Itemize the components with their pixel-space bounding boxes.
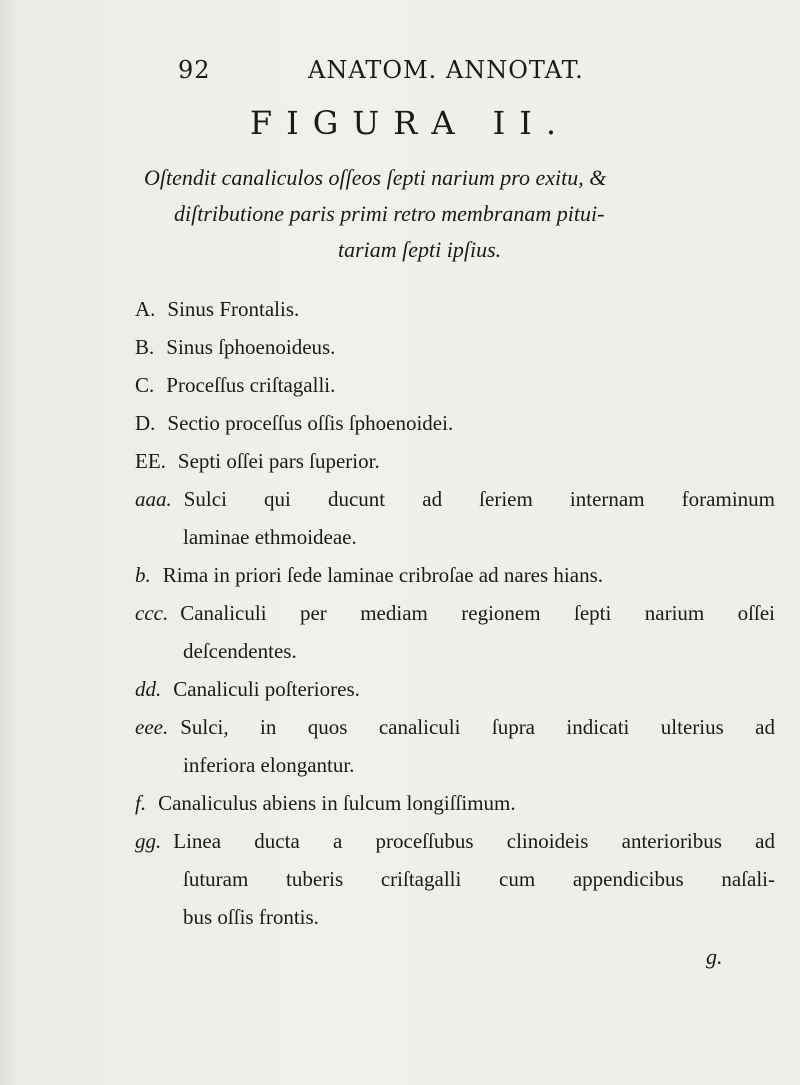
legend-entry xyxy=(135,822,775,936)
figure-title: FIGURA II. xyxy=(249,104,571,142)
legend-description: Canaliculi per mediam regionem ſepti narium oſſei xyxy=(180,601,775,625)
legend-key: ccc. xyxy=(135,601,169,625)
legend-description: Sulci qui ducunt ad ſeriem internam foraminum xyxy=(183,487,775,511)
legend-entry xyxy=(135,708,775,784)
legend-entry xyxy=(135,670,775,708)
legend-key: EE. xyxy=(135,449,166,473)
legend-entry xyxy=(135,594,775,670)
legend-entry xyxy=(135,366,775,404)
legend-entry xyxy=(135,328,775,366)
legend-key: C. xyxy=(135,373,155,397)
legend-entry xyxy=(135,556,775,594)
legend-description: Canaliculus abiens in ſulcum longiſſimum. xyxy=(158,791,516,815)
legend-key: A. xyxy=(135,297,156,321)
caption-line: tariam ſepti ipſius. xyxy=(338,237,502,262)
legend-entry xyxy=(135,404,775,442)
legend-key: aaa. xyxy=(135,487,172,511)
legend-description: Linea ducta a proceſſubus clinoideis anterioribus ad xyxy=(173,829,775,853)
legend-description: Sinus Frontalis. xyxy=(167,297,300,321)
running-head: ANATOM. ANNOTAT. xyxy=(308,56,584,84)
legend-description: Rima in priori ſede laminae cribroſae ad nares hians. xyxy=(162,563,604,587)
caption-line: Oſtendit canaliculos oſſeos ſepti narium pro exitu, & xyxy=(144,165,607,190)
legend-description: Sinus ſphoenoideus. xyxy=(166,335,336,359)
legend-entry xyxy=(135,442,775,480)
figure-legend xyxy=(135,290,775,936)
legend-key: dd. xyxy=(135,677,162,701)
legend-key: eee. xyxy=(135,715,169,739)
legend-description: Proceſſus criſtagalli. xyxy=(166,373,336,397)
legend-entry xyxy=(135,290,775,328)
legend-description: Sectio proceſſus oſſis ſphoenoidei. xyxy=(167,411,454,435)
legend-continuation: inferiora elongantur. xyxy=(183,753,355,777)
legend-key: B. xyxy=(135,335,155,359)
legend-description: Septi oſſei pars ſuperior. xyxy=(177,449,380,473)
legend-entry xyxy=(135,480,775,556)
catchword: g. xyxy=(706,944,723,969)
figure-caption xyxy=(140,160,770,268)
caption-line: diſtributione paris primi retro membranam pitui- xyxy=(174,201,605,226)
legend-continuation: laminae ethmoideae. xyxy=(183,525,357,549)
legend-continuation: ſuturam tuberis criſtagalli cum appendicibus naſali- xyxy=(183,867,775,891)
legend-description: Sulci, in quos canaliculi ſupra indicati ulterius ad xyxy=(180,715,775,739)
page-gutter-shadow xyxy=(0,0,18,1085)
page-number: 92 xyxy=(178,56,211,84)
legend-key: D. xyxy=(135,411,156,435)
legend-key: gg. xyxy=(135,829,162,853)
legend-continuation: bus oſſis frontis. xyxy=(183,905,319,929)
legend-description: Canaliculi poſteriores. xyxy=(173,677,360,701)
legend-key: f. xyxy=(135,791,147,815)
legend-entry xyxy=(135,784,775,822)
legend-continuation: deſcendentes. xyxy=(183,639,297,663)
legend-key: b. xyxy=(135,563,151,587)
